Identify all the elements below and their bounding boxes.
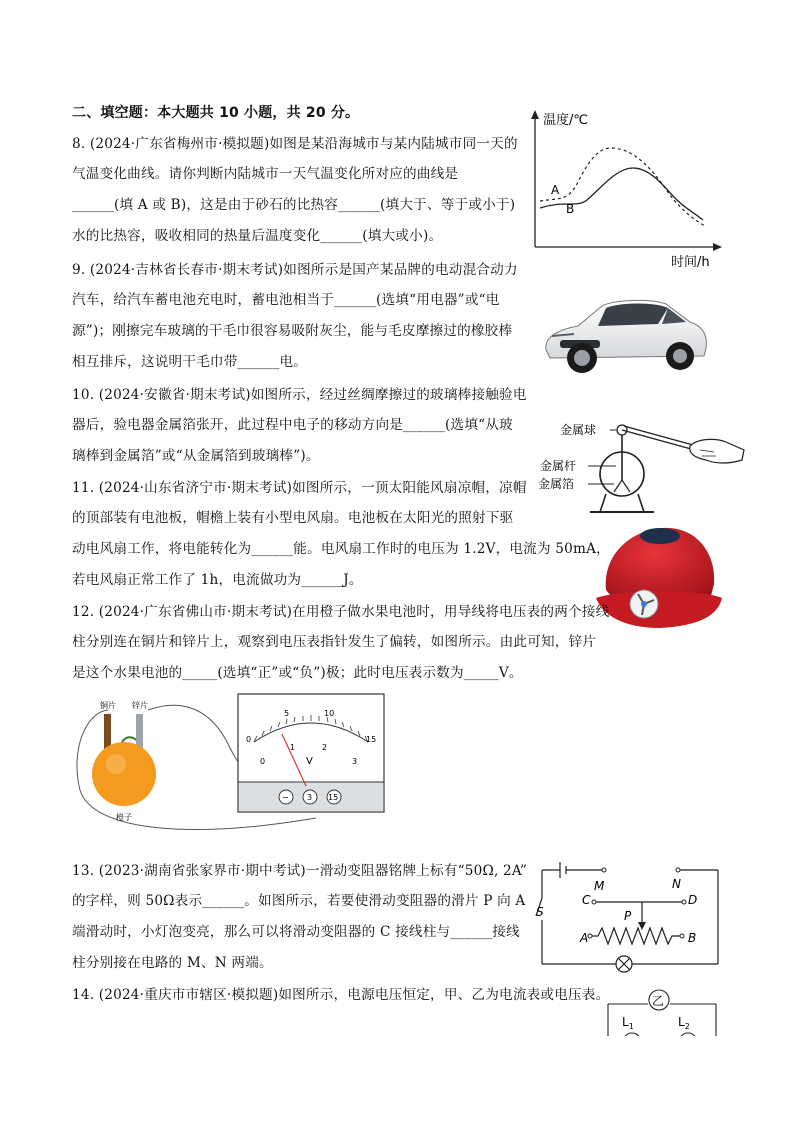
- q10-line-1: 10. (2024·安徽省·期末考试)如图所示，经过丝绸摩擦过的玻璃棒接触验电: [72, 387, 527, 403]
- q10-line-2: 器后，验电器金属箔张开，此过程中电子的移动方向是______(选填“从玻: [72, 417, 513, 433]
- temperature-graph: [525, 104, 725, 270]
- car-image: [540, 292, 710, 380]
- curve-b: [540, 168, 703, 220]
- scale-top-15: 15: [366, 735, 377, 744]
- q11-line-1: 11. (2024·山东省济宁市·期末考试)如图所示，一顶太阳能风扇凉帽，凉帽: [72, 480, 527, 496]
- q10-line-3: 璃棒到金属箔”或“从金属箔到玻璃棒”)。: [72, 448, 320, 464]
- q13-line-2: 的字样，则 50Ω表示______。如图所示，若要使滑动变阻器的滑片 P 向 A: [72, 893, 526, 909]
- lamp-l2-label: $L_2$: [678, 1015, 690, 1031]
- q12-line-2: 柱分别连在铜片和锌片上，观察到电压表指针发生了偏转，如图所示。由此可知，锌片: [72, 634, 597, 650]
- fruit-battery-figure: [66, 690, 396, 840]
- curve-a: [540, 148, 705, 226]
- q8-line-4: 水的比热容，吸收相同的热量后温度变化______(填大或小)。: [72, 228, 443, 244]
- svg-text:15: 15: [328, 793, 339, 802]
- time-axis-label: 时间/h: [671, 255, 710, 270]
- terminal-d-label: D: [688, 893, 698, 907]
- q13-line-3: 端滑动时，小灯泡变亮，那么可以将滑动变阻器的 C 接线柱与______接线: [72, 924, 520, 940]
- svg-text:3: 3: [307, 793, 313, 802]
- q9-line-3: 源”)；刚擦完车玻璃的干毛巾很容易吸附灰尘，能与毛皮摩擦过的橡胶棒: [72, 323, 513, 339]
- scale-bottom-1: 1: [290, 743, 296, 752]
- q11-line-3: 动电风扇工作，将电能转化为______能。电风扇工作时的电压为 1.2V，电流为 50mA，: [72, 541, 610, 557]
- q12-line-3: 是这个水果电池的_____(选填“正”或“负”)极；此时电压表示数为_____V。: [72, 665, 523, 681]
- hand-icon: [690, 439, 744, 463]
- q8-line-3: ______(填 A 或 B)，这是由于砂石的比热容______(填大于、等于或小于): [72, 197, 516, 213]
- terminal-a-label: A: [580, 931, 589, 945]
- terminal-m-label: M: [594, 879, 605, 893]
- curve-b-label: B: [566, 202, 575, 216]
- slider-p-label: P: [624, 909, 632, 923]
- q14-circuit-clip: [598, 984, 728, 1036]
- metal-rod-label: 金属杆: [540, 459, 577, 473]
- terminal-c-label: C: [582, 893, 591, 907]
- q8-line-2: 气温变化曲线。请你判断内陆城市一天气温变化所对应的曲线是: [72, 166, 459, 182]
- curve-a-label: A: [551, 183, 560, 197]
- svg-text:−: −: [282, 793, 289, 802]
- q12-line-1: 12. (2024·广东省佛山市·期末考试)在用橙子做水果电池时，用导线将电压表的两个接线: [72, 604, 610, 620]
- scale-top-0: 0: [246, 735, 252, 744]
- q13-line-1: 13. (2023·湖南省张家界市·期中考试)一滑动变阻器铭牌上标有“50Ω, 2A”: [72, 863, 528, 879]
- q9-line-1: 9. (2024·吉林省长春市·期末考试)如图所示是国产某品牌的电动混合动力: [72, 262, 518, 278]
- q8-line-1: 8. (2024·广东省梅州市·模拟题)如图是某沿海城市与某内陆城市同一天的: [72, 136, 518, 152]
- q9-line-4: 相互排斥，这说明干毛巾带______电。: [72, 354, 308, 370]
- metal-foil-label: 金属箔: [538, 477, 575, 491]
- scale-top-10: 10: [324, 709, 335, 718]
- q13-line-4: 柱分别接在电路的 M、N 两端。: [72, 955, 273, 971]
- temp-axis-label: 温度/℃: [543, 113, 588, 128]
- scale-bottom-0: 0: [260, 757, 266, 766]
- copper-plate: [104, 714, 111, 750]
- zinc-label: 锌片: [132, 701, 148, 710]
- terminal-n-label: N: [672, 877, 681, 891]
- section-heading: 二、填空题：本大题共 10 小题，共 20 分。: [72, 105, 360, 121]
- q14-circuit: [598, 984, 728, 1036]
- zinc-plate: [136, 714, 143, 750]
- orange: [92, 742, 156, 806]
- scale-bottom-3: 3: [352, 757, 358, 766]
- metal-ball-label: 金属球: [560, 423, 597, 437]
- electroscope-figure: [530, 412, 750, 522]
- q11-line-4: 若电风扇正常工作了 1h，电流做功为______J。: [72, 572, 363, 588]
- solar-panel: [640, 528, 680, 544]
- lamp-l1-label: $L_1$: [622, 1015, 634, 1031]
- switch-label: S: [536, 905, 544, 919]
- scale-top-5: 5: [284, 709, 290, 718]
- q9-line-2: 汽车，给汽车蓄电池充电时，蓄电池相当于______(选填“用电器”或“电: [72, 292, 500, 308]
- rheostat-circuit: [532, 858, 726, 976]
- orange-label: 橙子: [116, 813, 132, 822]
- q14-line-1: 14. (2024·重庆市市辖区·模拟题)如图所示，电源电压恒定，甲、乙为电流表或电压表。: [72, 987, 610, 1003]
- scale-bottom-2: 2: [322, 743, 328, 752]
- meter-yi-label: 乙: [652, 994, 665, 1008]
- terminal-b-label: B: [688, 931, 697, 945]
- voltmeter-unit: V: [306, 756, 313, 767]
- copper-label: 铜片: [100, 701, 116, 710]
- q11-line-2: 的顶部装有电池板，帽檐上装有小型电风扇。电池板在太阳光的照射下驱: [72, 510, 514, 526]
